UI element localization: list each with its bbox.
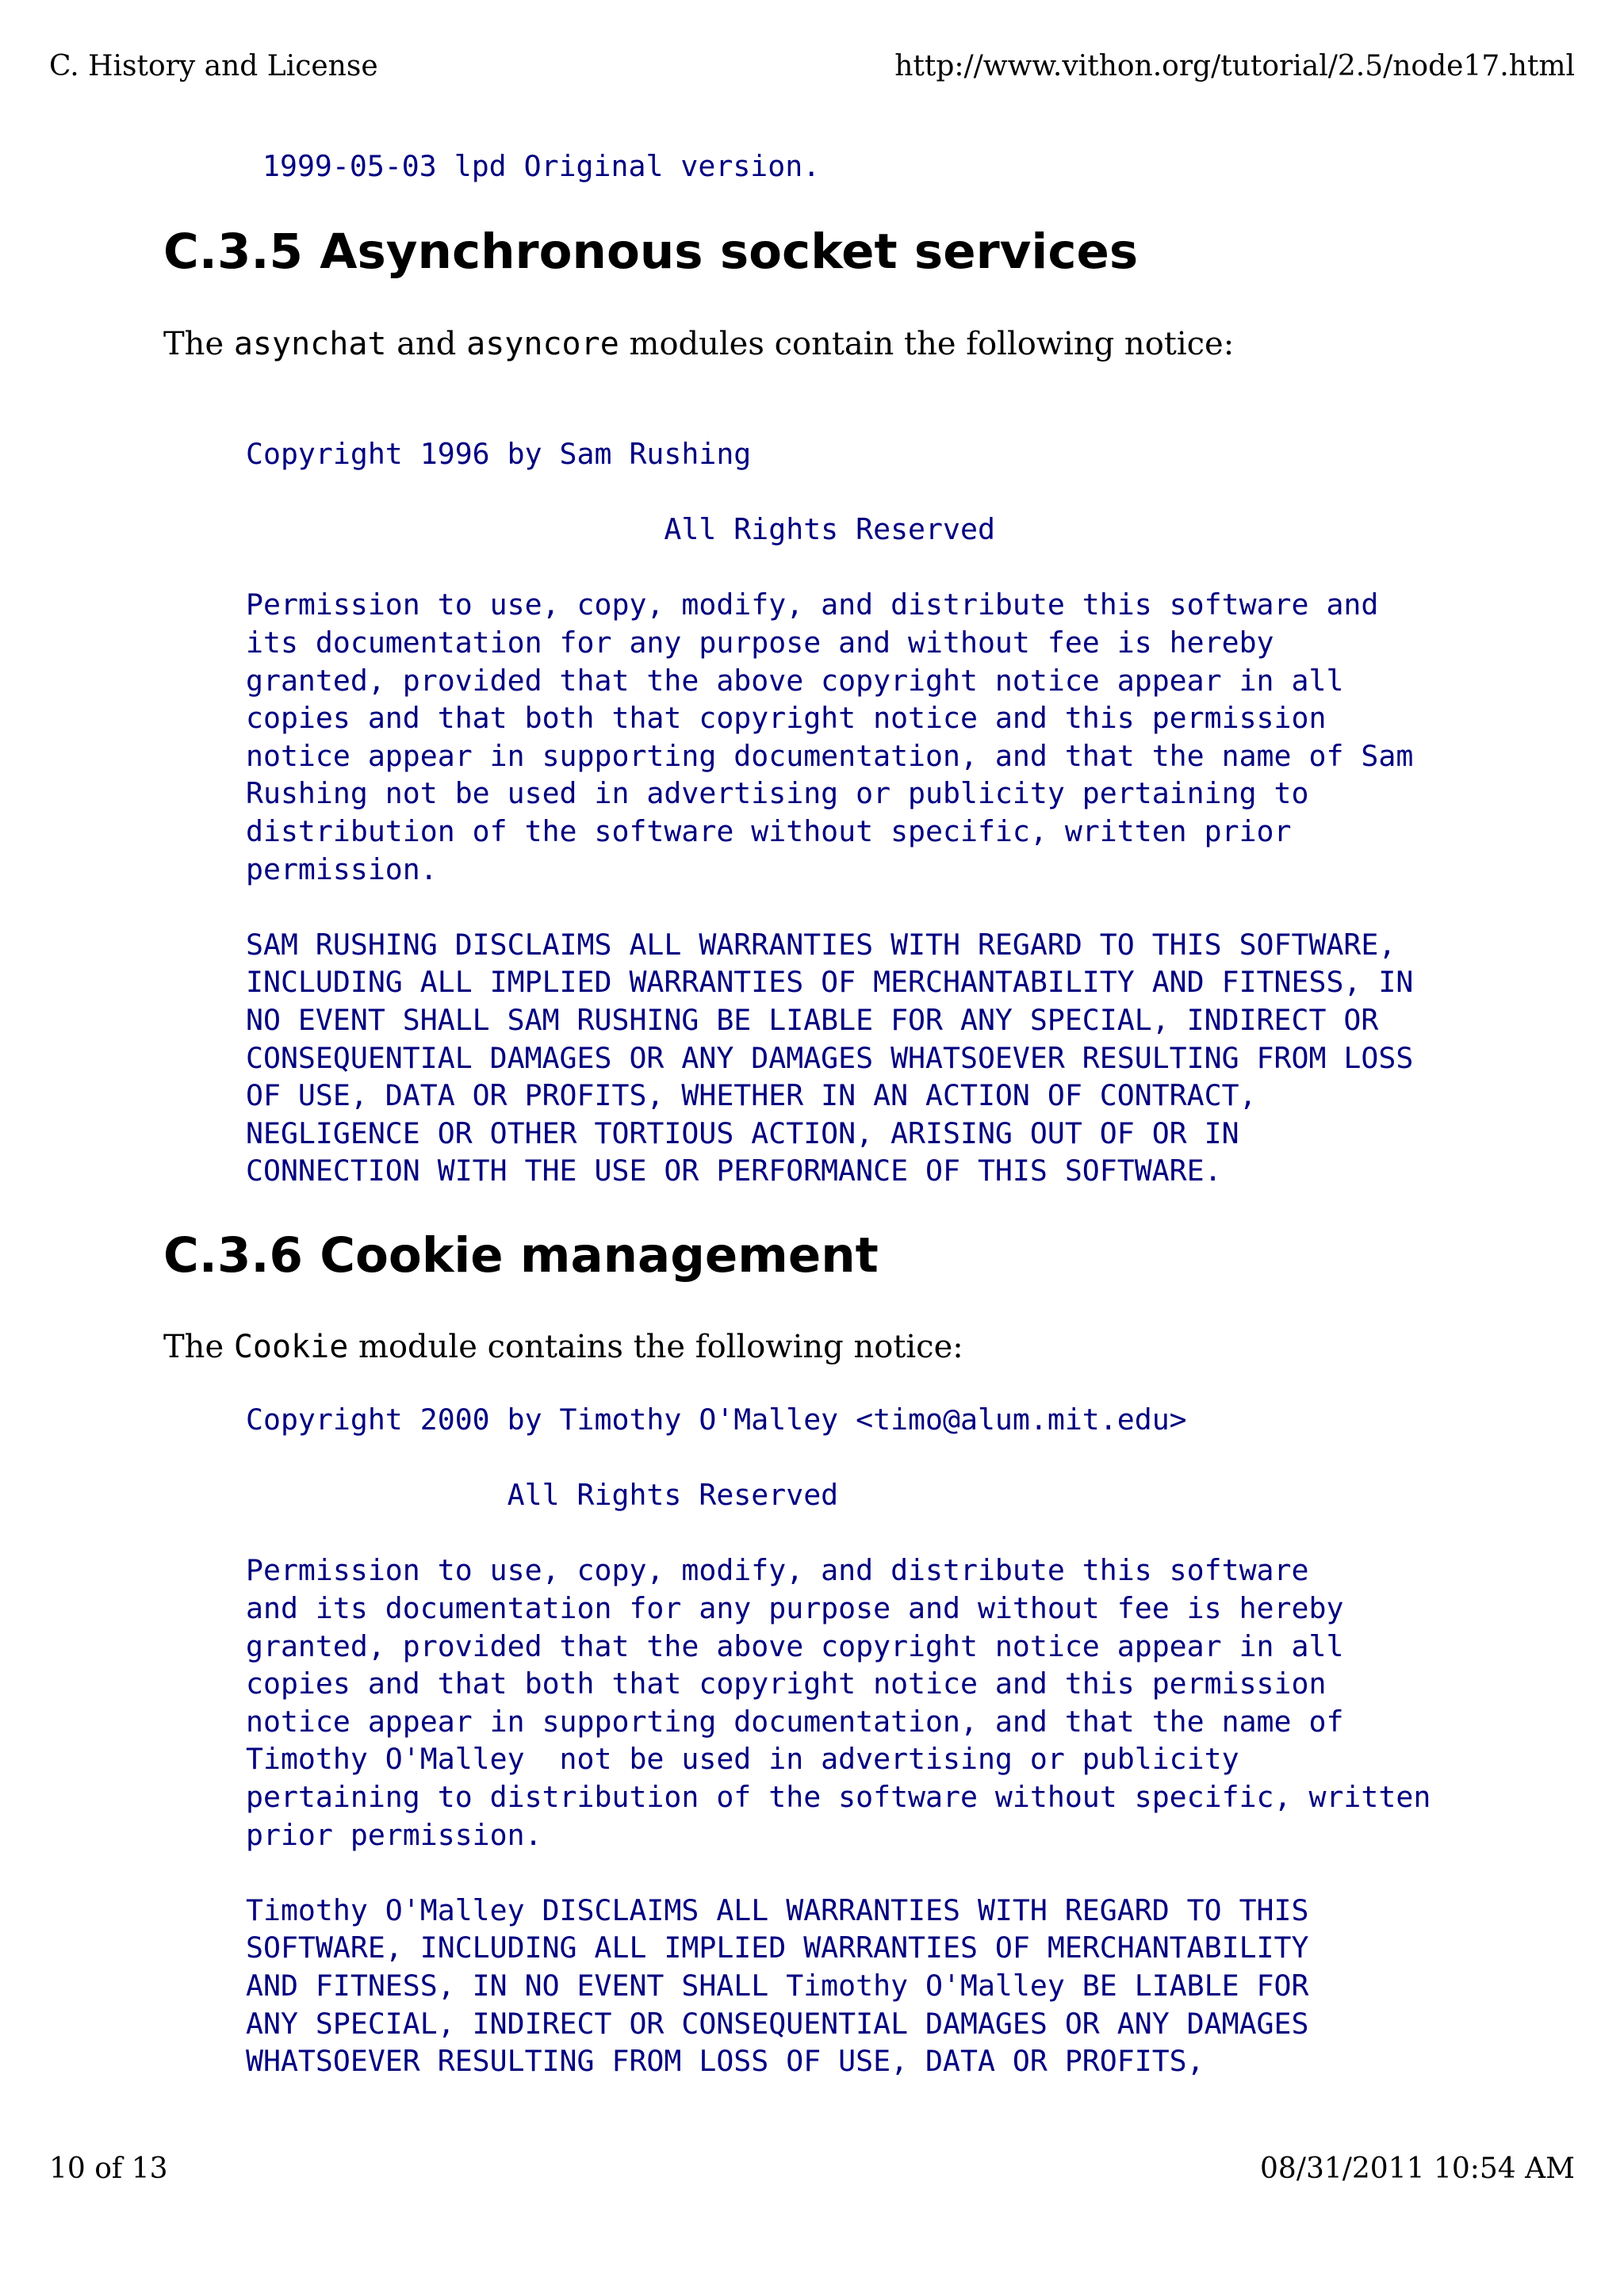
section-heading-asyncore: C.3.5 Asynchronous socket services — [163, 224, 1139, 280]
print-datetime: 08/31/2011 10:54 AM — [1260, 2152, 1575, 2185]
intro-text: and — [386, 326, 467, 362]
cookie-intro — [163, 1327, 963, 1367]
intro-text: The — [163, 1329, 234, 1365]
print-footer — [49, 2153, 1575, 2185]
print-header — [49, 51, 1575, 82]
asyncore-intro — [163, 324, 1234, 364]
changelog-fragment: 1999-05-03 lpd Original version. — [262, 149, 821, 183]
intro-text: modules contain the following notice: — [619, 326, 1235, 362]
module-name-asynchat: asynchat — [233, 326, 387, 362]
license-block-cookie: Copyright 2000 by Timothy O'Malley <timo@alum.mit.edu> All Rights Reserved Permission to use, copy, modify, and distribute this software and its documentation for any purpose and without fee is hereby granted, provided that the above copyright notice appear in all copies and that both that copyright notice and this permission notice appear in supporting documentation, and that the name of Timothy O'Malley not be used in advertising or publicity pertaining to distribution of the software without specific, written prior permission. Timothy O'Malley DISCLAIMS ALL WARRANTIES WITH REGARD TO THIS SOFTWARE, INCLUDING ALL IMPLIED WARRANTIES OF MERCHANTABILITY AND FITNESS, IN NO EVENT SHALL Timothy O'Malley BE LIABLE FOR ANY SPECIAL, INDIRECT OR CONSEQUENTIAL DAMAGES OR ANY DAMAGES WHATSOEVER RESULTING FROM LOSS OF USE, DATA OR PROFITS, — [246, 1402, 1431, 2079]
page-number: 10 of 13 — [49, 2152, 168, 2185]
page-url: http://www.vithon.org/tutorial/2.5/node17.html — [894, 50, 1575, 82]
module-name-cookie: Cookie — [233, 1329, 349, 1365]
page-title: C. History and License — [49, 50, 378, 82]
module-name-asyncore: asyncore — [466, 326, 619, 362]
intro-text: The — [163, 326, 234, 362]
intro-text: module contains the following notice: — [348, 1329, 963, 1365]
license-block-asyncore: Copyright 1996 by Sam Rushing All Rights Reserved Permission to use, copy, modify, and distribute this software and its documentation for any purpose and without fee is hereby granted, provided that the above copyright notice appear in all copies and that both that copyright notice and this permission notice appear in supporting documentation, and that the name of Sam Rushing not be used in advertising or publicity pertaining to distribution of the software without specific, written prior permission. SAM RUSHING DISCLAIMS ALL WARRANTIES WITH REGARD TO THIS SOFTWARE, INCLUDING ALL IMPLIED WARRANTIES OF MERCHANTABILITY AND FITNESS, IN NO EVENT SHALL SAM RUSHING BE LIABLE FOR ANY SPECIAL, INDIRECT OR CONSEQUENTIAL DAMAGES OR ANY DAMAGES WHATSOEVER RESULTING FROM LOSS OF USE, DATA OR PROFITS, WHETHER IN AN ACTION OF CONTRACT, NEGLIGENCE OR OTHER TORTIOUS ACTION, ARISING OUT OF OR IN CONNECTION WITH THE USE OR PERFORMANCE OF THIS SOFTWARE. — [246, 437, 1414, 1188]
section-heading-cookie: C.3.6 Cookie management — [163, 1227, 879, 1284]
